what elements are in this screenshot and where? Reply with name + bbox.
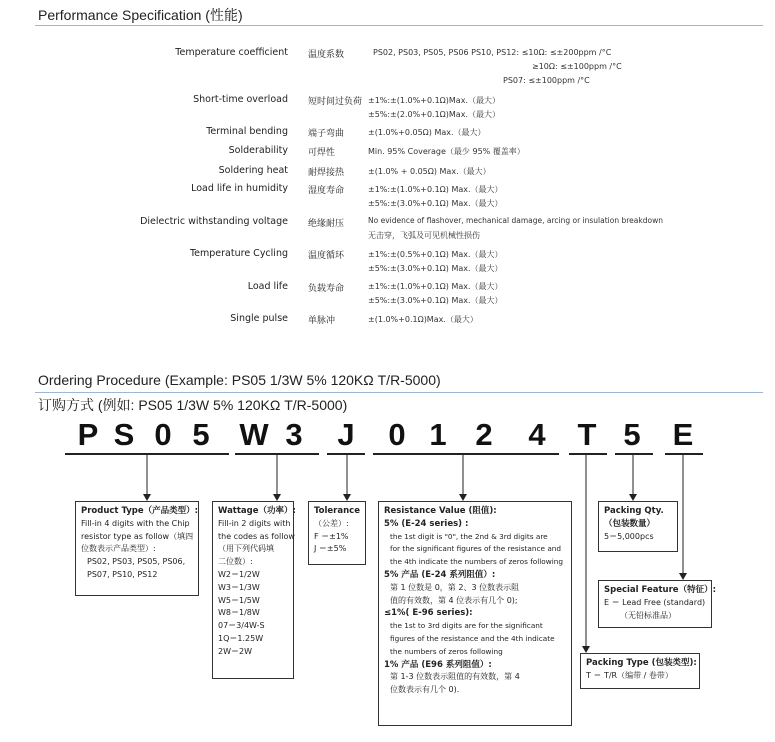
spec-label-cn: 温度循环	[308, 251, 345, 261]
spec-value: PS07: ≤±100ppm /°C	[503, 76, 590, 85]
spec-label-cn: 耐焊接热	[308, 168, 345, 178]
spec-label-en: Solderability	[228, 145, 288, 156]
spec-label-en: Terminal bending	[206, 126, 288, 137]
box-line: W3＝1/3W	[218, 582, 260, 592]
box-line: 二位数）:	[218, 557, 253, 567]
spec-value: ±1%:±(1.0%+0.1Ω) Max.（最大）	[368, 185, 503, 194]
code-char: T	[577, 417, 597, 452]
spec-label-en: Dielectric withstanding voltage	[140, 216, 288, 227]
code-char: 2	[475, 417, 493, 452]
box-title: Packing Type (包装类型):	[586, 658, 697, 668]
box-subtitle: ≤1%( E-96 series):	[384, 608, 473, 619]
spec-label-en: Soldering heat	[218, 165, 288, 176]
performance-title: Performance Specification (性能)	[38, 7, 243, 23]
box-line: the 1st digit is "0", the 2nd & 3rd digits are	[390, 531, 548, 541]
code-char: 3	[285, 417, 303, 452]
spec-value: ±5%:±(3.0%+0.1Ω) Max.（最大）	[368, 199, 503, 208]
spec-label-en: Short-time overload	[193, 94, 288, 105]
box-line: 第 1-3 位数表示阻值的有效数，第 4	[390, 672, 520, 682]
packing-type-box	[580, 653, 700, 689]
tolerance-box	[308, 501, 366, 565]
box-line: 2W＝2W	[218, 646, 252, 656]
box-line: 第 1 位数是 0，第 2、3 位数表示阻	[390, 582, 520, 592]
code-char: W	[239, 417, 269, 452]
box-line: W5＝1/5W	[218, 595, 260, 605]
spec-value: Min. 95% Coverage（最少 95% 覆盖率）	[368, 147, 525, 156]
code-char: 5	[623, 417, 641, 452]
spec-value: ±1%:±(1.0%+0.1Ω) Max.（最大）	[368, 282, 503, 291]
spec-value: ≥10Ω: ≤±100ppm /°C	[532, 62, 622, 71]
packing-qty-box	[598, 501, 678, 552]
box-line: W2＝1/2W	[218, 569, 260, 579]
box-line: （公差）:	[314, 518, 349, 528]
box-line: E ＝ Lead Free (standard)	[604, 597, 706, 607]
spec-label-cn: 负载寿命	[308, 284, 345, 294]
code-char: 0	[388, 417, 406, 452]
box-title: Packing Qty.	[604, 506, 664, 516]
box-line: for the significant figures of the resistance and	[390, 544, 562, 554]
box-line: （包装数量）	[604, 518, 656, 529]
spec-value: ±(1.0%+0.1Ω)Max.（最大）	[368, 315, 478, 324]
box-line: 位数表示有几个 0).	[390, 685, 460, 695]
box-line: T ＝ T/R（编带 / 卷带）	[586, 670, 673, 680]
code-char: E	[672, 417, 694, 452]
spec-label-en: Single pulse	[230, 313, 288, 324]
spec-value: No evidence of flashover, mechanical damage, arcing or insulation breakdown	[368, 216, 663, 225]
box-line: 07＝3/4W-S	[218, 621, 265, 631]
box-subtitle: 5% 产品 (E-24 系列阻值）:	[384, 569, 496, 580]
code-char: P	[77, 417, 99, 452]
box-line: Fill-in 4 digits with the Chip	[81, 518, 190, 528]
spec-value: ±(1.0% + 0.05Ω) Max.（最大）	[368, 167, 491, 176]
spec-value: ±1%:±(1.0%+0.1Ω)Max.（最大）	[368, 96, 500, 105]
spec-label-cn: 温度系数	[308, 50, 345, 60]
box-line: resistor type as follow（填四	[81, 531, 194, 541]
box-line: F ＝±1%	[314, 531, 349, 541]
box-line: Fill-in 2 digits with	[218, 518, 291, 528]
box-line: J ＝±5%	[314, 544, 347, 554]
code-char: 5	[192, 417, 210, 452]
ordering-title-en: Ordering Procedure (Example: PS05 1/3W 5% 120KΩ T/R-5000)	[38, 372, 441, 388]
box-title: Resistance Value (阻值):	[384, 506, 497, 516]
box-line: 1Q＝1.25W	[218, 633, 264, 643]
box-line: the 1st to 3rd digits are for the significant	[390, 621, 543, 631]
resistance-box	[378, 501, 572, 726]
box-line: figures of the resistance and the 4th indicate	[390, 633, 555, 643]
box-title: Tolerance	[314, 506, 360, 516]
wattage-box	[212, 501, 294, 679]
code-char: 4	[528, 417, 546, 452]
box-line: the 4th indicate the numbers of zeros following	[390, 557, 564, 567]
box-line: the numbers of zeros following	[390, 646, 503, 656]
spec-value: ±5%:±(3.0%+0.1Ω) Max.（最大）	[368, 296, 503, 305]
box-line: W8＝1/8W	[218, 608, 260, 618]
code-char: S	[113, 417, 135, 452]
spec-label-cn: 单脉冲	[308, 316, 336, 326]
box-title: Special Feature（特征）:	[604, 585, 716, 595]
product-type-box	[75, 501, 199, 596]
box-title: Product Type（产品类型）:	[81, 506, 199, 516]
box-line: 位数表示产品类型）:	[81, 544, 156, 554]
box-line: PS02, PS03, PS05, PS06,	[87, 557, 186, 567]
box-subtitle: 5% (E-24 series) :	[384, 518, 469, 529]
box-line: 值的有效数，第 4 位表示有几个 0);	[390, 595, 518, 605]
box-subtitle: 1% 产品 (E96 系列阻值）:	[384, 659, 492, 670]
spec-label-en: Temperature coefficient	[175, 47, 288, 58]
box-line: PS07, PS10, PS12	[87, 569, 158, 579]
ordering-title-cn: 订购方式 (例如: PS05 1/3W 5% 120KΩ T/R-5000)	[38, 397, 348, 413]
code-char: 1	[429, 417, 447, 452]
spec-value: ±(1.0%+0.05Ω) Max.（最大）	[368, 128, 486, 137]
spec-label-cn: 绝缘耐压	[308, 219, 345, 229]
spec-value: PS02, PS03, PS05, PS06 PS10, PS12: ≤10Ω: ≤±200ppm /°C	[373, 48, 612, 57]
box-line: 5＝5,000pcs	[604, 531, 654, 541]
spec-label-cn: 短时间过负荷	[308, 97, 363, 107]
spec-label-en: Temperature Cycling	[189, 248, 288, 259]
spec-label-en: Load life in humidity	[191, 183, 288, 194]
box-line: （无铅标准品）	[620, 610, 676, 620]
special-feature-box	[598, 580, 716, 628]
spec-value: ±5%:±(2.0%+0.1Ω)Max.（最大）	[368, 110, 500, 119]
spec-label-cn: 端子弯曲	[308, 129, 345, 139]
spec-value: ±5%:±(3.0%+0.1Ω) Max.（最大）	[368, 264, 503, 273]
spec-value: ±1%:±(0.5%+0.1Ω) Max.（最大）	[368, 250, 503, 259]
spec-label-en: Load life	[247, 281, 288, 292]
spec-label-cn: 湿度寿命	[308, 186, 345, 196]
code-char: J	[337, 417, 355, 452]
box-title: Wattage（功率）:	[218, 506, 296, 516]
spec-label-cn: 可焊性	[308, 148, 336, 158]
code-char: 0	[154, 417, 172, 452]
box-line: the codes as follow	[218, 531, 295, 541]
box-line: （用下列代码填	[218, 544, 274, 554]
spec-value: 无击穿，飞弧及可见机械性损伤	[368, 231, 480, 240]
